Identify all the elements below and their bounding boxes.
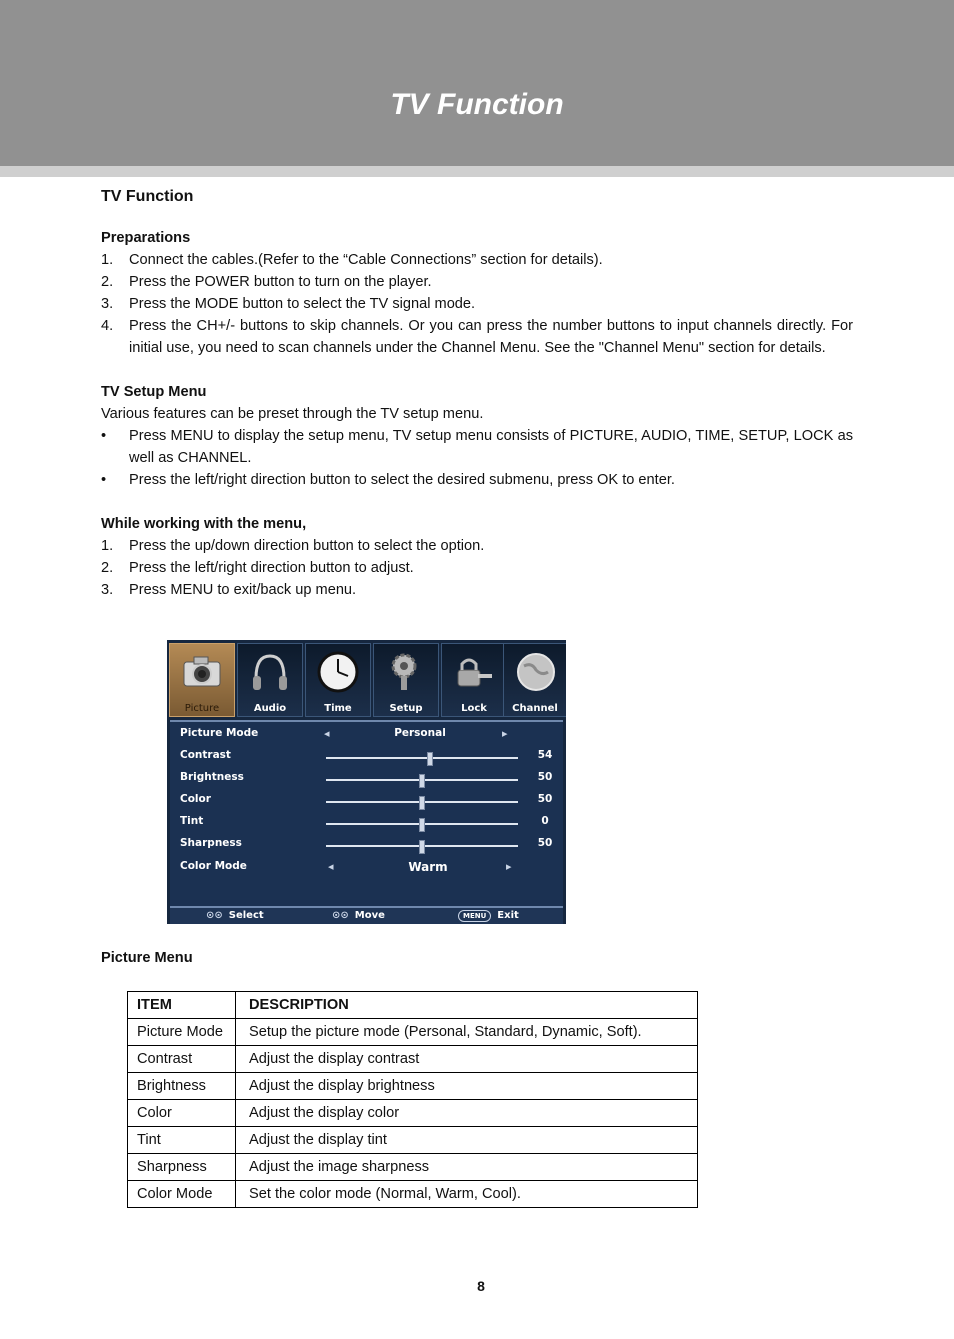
tv-row-slider: Tint 0 — [180, 815, 560, 835]
menu-key-icon: MENU — [458, 910, 491, 922]
lock-icon — [452, 650, 496, 694]
table-row: Picture Mode Setup the picture mode (Personal, Standard, Dynamic, Soft). — [128, 1019, 698, 1046]
slider-thumb — [427, 752, 433, 766]
arrow-left-icon: ◂ — [324, 727, 330, 740]
tv-menu-picture-panel — [170, 720, 563, 906]
gears-icon — [384, 650, 428, 694]
left-right-icon: ⊙⊙ — [332, 910, 349, 921]
page-number: 8 — [477, 1278, 485, 1294]
picture-menu-table — [127, 991, 698, 1208]
list-item: 1. Connect the cables.(Refer to the “Cable Connections” section for details). — [101, 252, 603, 268]
preparations-list — [101, 249, 853, 359]
tab-picture: Picture — [169, 643, 235, 717]
list-item: 2. Press the left/right direction button to adjust. — [101, 560, 414, 576]
tab-setup: Setup — [373, 643, 439, 717]
arrow-left-icon: ◂ — [328, 860, 334, 873]
slider-thumb — [419, 840, 425, 854]
slider-thumb — [419, 796, 425, 810]
slider-thumb — [419, 818, 425, 832]
tv-row-color-mode: Color Mode ◂ Warm ▸ — [180, 860, 512, 874]
setup-menu-intro: Various features can be preset through the TV setup menu. — [101, 406, 484, 422]
list-item: 2. Press the POWER button to turn on the player. — [101, 274, 432, 290]
slider-track — [326, 801, 518, 803]
table-row: Contrast Adjust the display contrast — [128, 1046, 698, 1073]
list-item: 3. Press the MODE button to select the TV signal mode. — [101, 296, 476, 312]
slider-thumb — [419, 774, 425, 788]
tv-menu-tabs — [167, 643, 566, 717]
up-down-icon: ⊙⊙ — [206, 910, 223, 921]
tv-row-slider: Color 50 — [180, 793, 560, 813]
table-row: Sharpness Adjust the image sharpness — [128, 1154, 698, 1181]
arrow-right-icon: ▸ — [502, 727, 508, 740]
table-row: Brightness Adjust the display brightness — [128, 1073, 698, 1100]
page-header-band — [0, 0, 954, 166]
camera-icon — [180, 650, 224, 694]
list-item: 3. Press MENU to exit/back up menu. — [101, 582, 357, 598]
slider-track — [326, 845, 518, 847]
tv-row-slider: Sharpness 50 — [180, 837, 560, 857]
column-header: DESCRIPTION — [236, 992, 698, 1019]
section-title: TV Function — [101, 188, 194, 205]
list-item: 1. Press the up/down direction button to select the option. — [101, 538, 485, 554]
tab-time: Time — [305, 643, 371, 717]
tab-audio: Audio — [237, 643, 303, 717]
preparations-heading: Preparations — [101, 230, 191, 246]
column-header: ITEM — [128, 992, 236, 1019]
tv-menu-footer: ⊙⊙ Select ⊙⊙ Move MENU Exit — [170, 906, 563, 924]
tv-row-picture-mode: Picture Mode ◂ Personal ▸ — [180, 727, 508, 740]
list-item: • Press MENU to display the setup menu, TV setup menu consists of PICTURE, AUDIO, TIME, SETUP, LOCK as well as CHANNEL. — [101, 428, 853, 466]
table-header-row — [128, 992, 698, 1019]
page-title: TV Function — [390, 88, 564, 121]
table-row: Color Adjust the display color — [128, 1100, 698, 1127]
picture-menu-heading: Picture Menu — [101, 950, 193, 966]
headphones-icon — [248, 650, 292, 694]
table-row: Tint Adjust the display tint — [128, 1127, 698, 1154]
tv-row-slider: Brightness 50 — [180, 771, 560, 791]
slider-track — [326, 823, 518, 825]
table-row: Color Mode Set the color mode (Normal, Warm, Cool). — [128, 1181, 698, 1208]
page-header-strip — [0, 166, 954, 177]
tab-lock: Lock — [441, 643, 507, 717]
setup-menu-heading: TV Setup Menu — [101, 384, 207, 400]
slider-track — [326, 779, 518, 781]
arrow-right-icon: ▸ — [506, 860, 512, 873]
slider-track — [326, 757, 518, 759]
clock-icon — [316, 650, 360, 694]
content-body — [101, 186, 853, 601]
working-heading: While working with the menu, — [101, 516, 307, 532]
tv-row-slider: Contrast 54 — [180, 749, 560, 769]
list-item: 4. Press the CH+/- buttons to skip channels. Or you can press the number buttons to input channels directly. For initial use, you need to scan channels under the Channel Menu. See the "Channel Menu" section for details. — [101, 318, 853, 356]
tv-menu-screenshot — [167, 640, 566, 924]
list-item: • Press the left/right direction button to select the desired submenu, press OK to enter. — [101, 472, 675, 488]
tab-channel: Channel — [503, 643, 566, 717]
globe-icon — [514, 650, 558, 694]
